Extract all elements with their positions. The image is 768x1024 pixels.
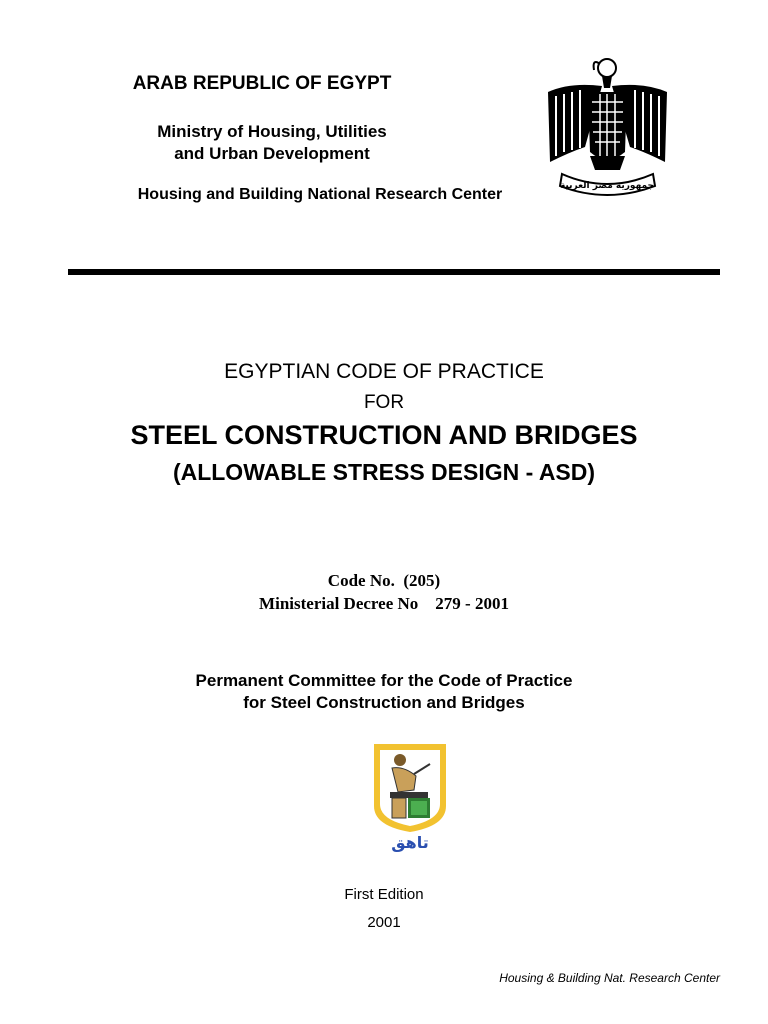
edition-year: 2001 bbox=[367, 914, 401, 931]
edition-label: First Edition bbox=[344, 886, 424, 903]
ministerial-decree: Ministerial Decree No 279 - 2001 bbox=[259, 594, 509, 613]
code-title: STEEL CONSTRUCTION AND BRIDGES bbox=[130, 420, 638, 450]
committee bbox=[0, 670, 768, 714]
university-logo-icon bbox=[370, 740, 450, 855]
header-research-center: Housing and Building National Research Center bbox=[137, 186, 503, 203]
code-number: Code No. (205) bbox=[327, 571, 441, 590]
divider bbox=[68, 269, 720, 275]
committee-line2: for Steel Construction and Bridges bbox=[243, 693, 525, 712]
footer-research-center: Housing & Building Nat. Research Center bbox=[499, 971, 720, 985]
code-heading-line1: EGYPTIAN CODE OF PRACTICE bbox=[224, 360, 544, 383]
header-ministry bbox=[60, 121, 484, 165]
committee-line1: Permanent Committee for the Code of Practice bbox=[195, 671, 573, 690]
ministry-line1: Ministry of Housing, Utilities bbox=[157, 122, 387, 141]
code-heading-line2: FOR bbox=[363, 392, 405, 413]
emblem-caption: جمهورية مصر العربية bbox=[559, 181, 655, 191]
code-subtitle: (ALLOWABLE STRESS DESIGN - ASD) bbox=[172, 459, 596, 485]
eagle-emblem-icon bbox=[540, 52, 675, 197]
header-country: ARAB REPUBLIC OF EGYPT bbox=[132, 73, 392, 94]
university-logo-caption: تاهق bbox=[391, 833, 429, 852]
ministry-line2: and Urban Development bbox=[174, 144, 370, 163]
